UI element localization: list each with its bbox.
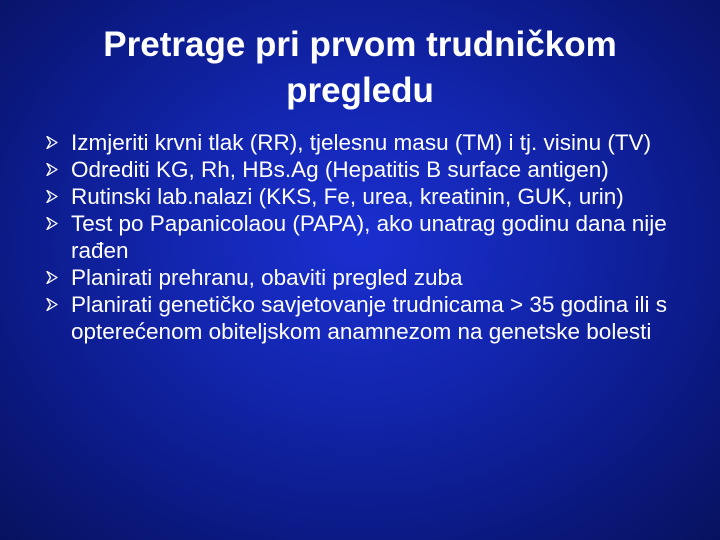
bullet-list [46, 129, 686, 345]
bullet-text: Planirati prehranu, obaviti pregled zuba [71, 265, 463, 290]
arrowhead-bullet-icon [46, 190, 58, 203]
bullet-item [46, 156, 686, 183]
arrowhead-bullet-icon [46, 163, 58, 176]
slide-title [40, 22, 680, 114]
arrowhead-bullet-icon [46, 136, 58, 149]
arrowhead-bullet-icon [46, 298, 58, 311]
arrowhead-bullet-icon [46, 271, 58, 284]
bullet-text: Planirati genetičko savjetovanje trudnicama > 35 godina ili s opterećenom obiteljskom anamnezom na genetske bolesti [71, 292, 667, 344]
bullet-text: Izmjeriti krvni tlak (RR), tjelesnu masu (TM) i tj. visinu (TV) [71, 130, 652, 155]
bullet-item [46, 210, 686, 264]
bullet-item [46, 183, 686, 210]
bullet-item [46, 291, 686, 345]
bullet-text: Odrediti KG, Rh, HBs.Ag (Hepatitis B surface antigen) [71, 157, 609, 182]
title-line-1: Pretrage pri prvom trudničkom [103, 25, 617, 64]
bullet-item [46, 129, 686, 156]
arrowhead-bullet-icon [46, 217, 58, 230]
bullet-text: Rutinski lab.nalazi (KKS, Fe, urea, kreatinin, GUK, urin) [71, 184, 624, 209]
bullet-item [46, 264, 686, 291]
title-line-2: pregledu [286, 71, 434, 110]
bullet-text: Test po Papanicolaou (PAPA), ako unatrag godinu dana nije rađen [71, 211, 667, 263]
